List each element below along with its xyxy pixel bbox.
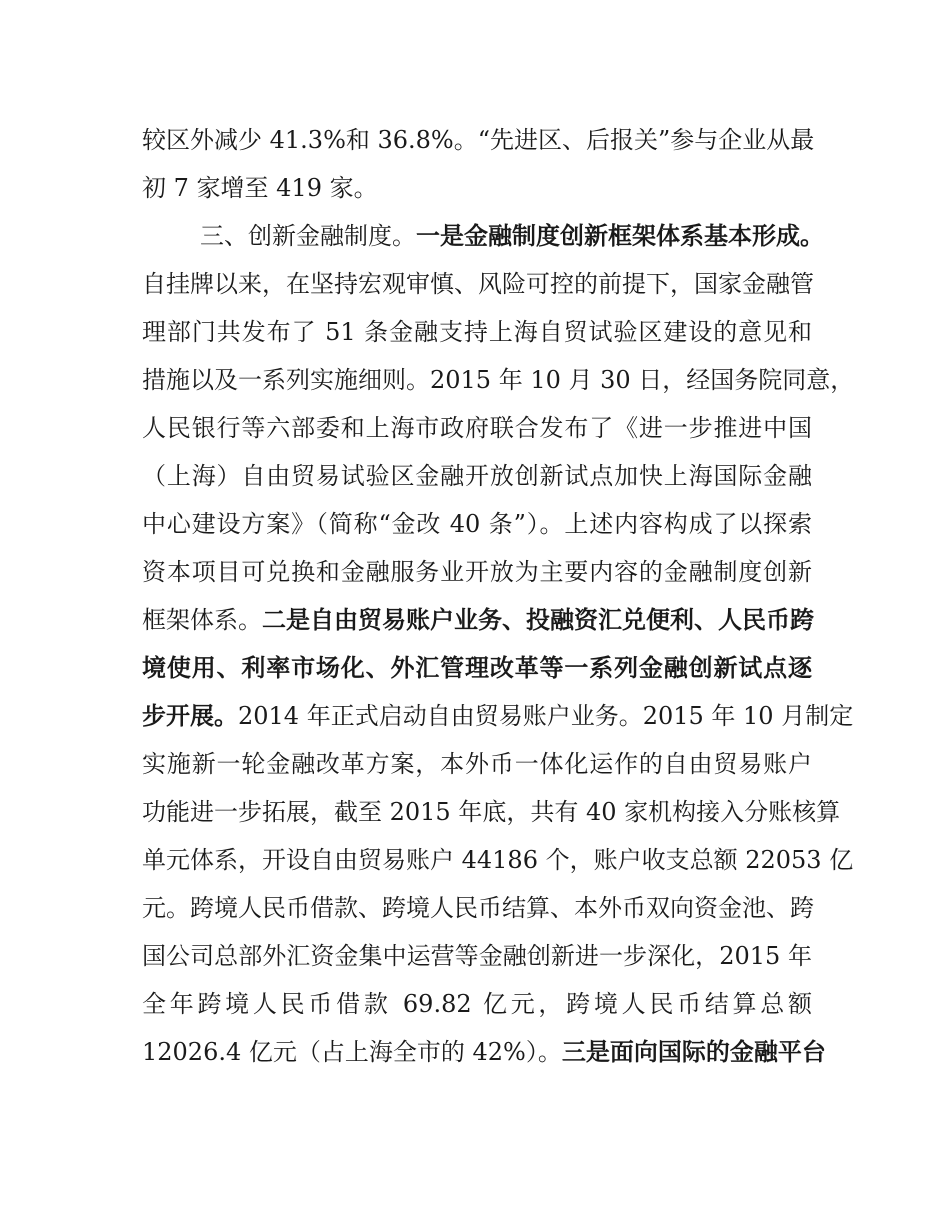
text-segment: 12026.4 亿元（占上海全市的 42%）。 — [142, 1038, 562, 1066]
text-line — [142, 452, 812, 500]
text-line — [142, 260, 812, 308]
text-segment: 实施新一轮金融改革方案，本外币一体化运作的自由贸易账户 — [142, 750, 812, 778]
text-segment: 中心建设方案》（简称“金改 40 条”）。上述内容构成了以探索 — [142, 510, 812, 538]
bold-text-segment: 一是金融制度创新框架体系基本形成。 — [416, 221, 824, 250]
text-line — [142, 1028, 826, 1076]
text-line — [142, 116, 815, 164]
text-line — [142, 932, 812, 980]
text-line — [142, 884, 812, 932]
text-segment: 国公司总部外汇资金集中运营等金融创新进一步深化，2015 年 — [142, 942, 812, 970]
text-line — [142, 644, 812, 692]
text-segment: 措施以及一系列实施细则。2015 年 10 月 30 日，经国务院同意， — [142, 366, 855, 394]
text-segment: 较区外减少 41.3%和 36.8%。“先进区、后报关”参与企业从最 — [142, 126, 815, 154]
bold-text-segment: 步开展。 — [142, 701, 238, 730]
text-segment: 单元体系，开设自由贸易账户 44186 个，账户收支总额 22053 亿 — [142, 846, 854, 874]
text-line — [142, 164, 812, 212]
bold-text-segment: 境使用、利率市场化、外汇管理改革等一系列金融创新试点逐 — [142, 653, 812, 682]
text-line — [142, 692, 854, 740]
text-line — [142, 596, 812, 644]
bold-text-segment: 二是自由贸易账户业务、投融资汇兑便利、人民币跨 — [262, 605, 814, 634]
text-line — [142, 836, 854, 884]
bold-text-segment: 三是面向国际的金融平台 — [561, 1037, 826, 1066]
text-line — [142, 980, 812, 1028]
text-segment: 资本项目可兑换和金融服务业开放为主要内容的金融制度创新 — [142, 558, 812, 586]
text-line — [142, 308, 812, 356]
text-segment: （上海）自由贸易试验区金融开放创新试点加快上海国际金融 — [142, 462, 812, 490]
text-line — [142, 500, 812, 548]
text-line — [142, 404, 812, 452]
text-line — [142, 212, 824, 260]
text-line — [142, 740, 812, 788]
text-segment: 元。跨境人民币借款、跨境人民币结算、本外币双向资金池、跨 — [142, 894, 814, 922]
document-body — [142, 116, 855, 1076]
text-line — [142, 788, 841, 836]
text-segment: 功能进一步拓展，截至 2015 年底，共有 40 家机构接入分账核算 — [142, 798, 841, 826]
text-line — [142, 356, 855, 404]
text-segment: 全年跨境人民币借款 69.82 亿元，跨境人民币结算总额 — [142, 990, 812, 1018]
text-segment: 2014 年正式启动自由贸易账户业务。2015 年 10 月制定 — [238, 702, 854, 730]
text-line — [142, 548, 812, 596]
text-segment: 人民银行等六部委和上海市政府联合发布了《进一步推进中国 — [142, 414, 812, 442]
text-segment: 框架体系。 — [142, 606, 262, 634]
text-segment: 初 7 家增至 419 家。 — [142, 174, 378, 202]
text-segment: 理部门共发布了 51 条金融支持上海自贸试验区建设的意见和 — [142, 318, 812, 346]
text-segment: 三、创新金融制度。 — [200, 222, 416, 250]
text-segment: 自挂牌以来，在坚持宏观审慎、风险可控的前提下，国家金融管 — [142, 270, 814, 298]
